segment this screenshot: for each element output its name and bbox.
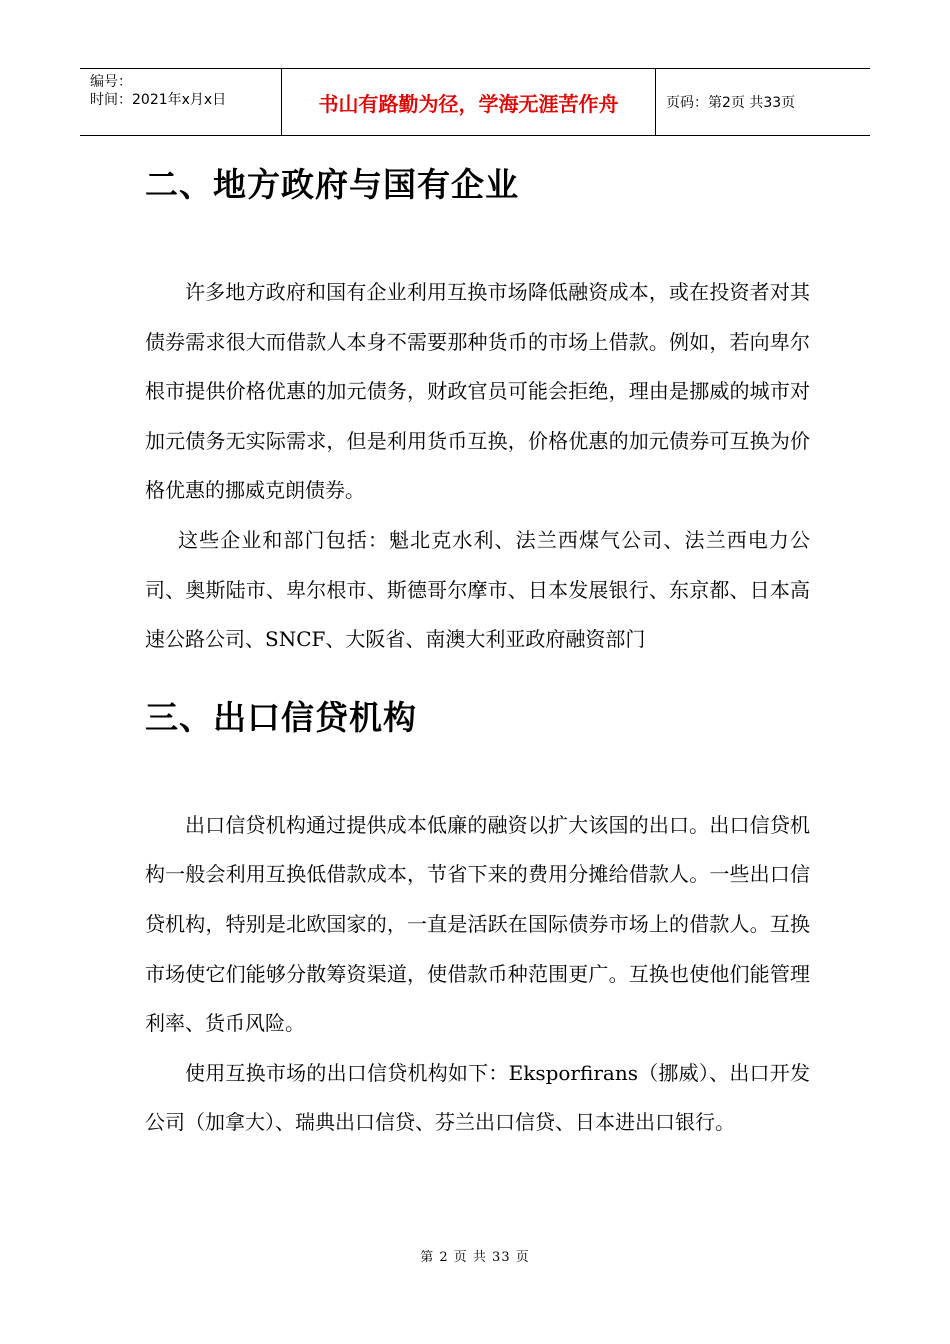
header-motto: 书山有路勤为径，学海无涯苦作舟 — [282, 69, 656, 135]
header-page-info: 页码：第2页 共33页 — [666, 95, 796, 111]
paragraph: 出口信贷机构通过提供成本低廉的融资以扩大该国的出口。出口信贷机构一般会利用互换低借款成本，节省下来的费用分摊给借款人。一些出口信贷机构，特别是北欧国家的，一直是活跃在国际债券市场上的借款人。互换市场使它们能够分散筹资渠道，使借款币种范围更广。互换也使他们能管理利率、货币风险。 — [145, 812, 810, 1036]
header-meta-cell — [80, 69, 282, 135]
document-body — [145, 150, 810, 1148]
document-time-label: 时间：2021年x月x日 — [90, 92, 227, 108]
page-header — [80, 68, 870, 136]
document-number-label: 编号： — [90, 74, 132, 90]
section-title: 二、地方政府与国有企业 — [145, 165, 519, 204]
paragraph: 使用互换市场的出口信贷机构如下：Eksporfirans（挪威）、出口开发公司（加拿大）、瑞典出口信贷、芬兰出口信贷、日本进出口银行。 — [145, 1060, 810, 1135]
page-footer: 第 2 页 共 33 页 — [420, 1250, 530, 1265]
section-title: 三、出口信贷机构 — [145, 697, 417, 737]
section-export-credit — [145, 683, 810, 1148]
paragraph: 许多地方政府和国有企业利用互换市场降低融资成本，或在投资者对其债券需求很大而借款人本身不需要那种货币的市场上借款。例如，若向卑尔根市提供价格优惠的加元债务，财政官员可能会拒绝，理由是挪威的城市对加元债务无实际需求，但是利用货币互换，价格优惠的加元债券可互换为价格优惠的挪威克朗债券。 — [145, 280, 810, 503]
section-local-government — [145, 150, 810, 665]
paragraph: 这些企业和部门包括：魁北克水利、法兰西煤气公司、法兰西电力公司、奥斯陆市、卑尔根市、斯德哥尔摩市、日本发展银行、东京都、日本高速公路公司、SNCF、大阪省、南澳大利亚政府融资部门 — [145, 527, 810, 652]
